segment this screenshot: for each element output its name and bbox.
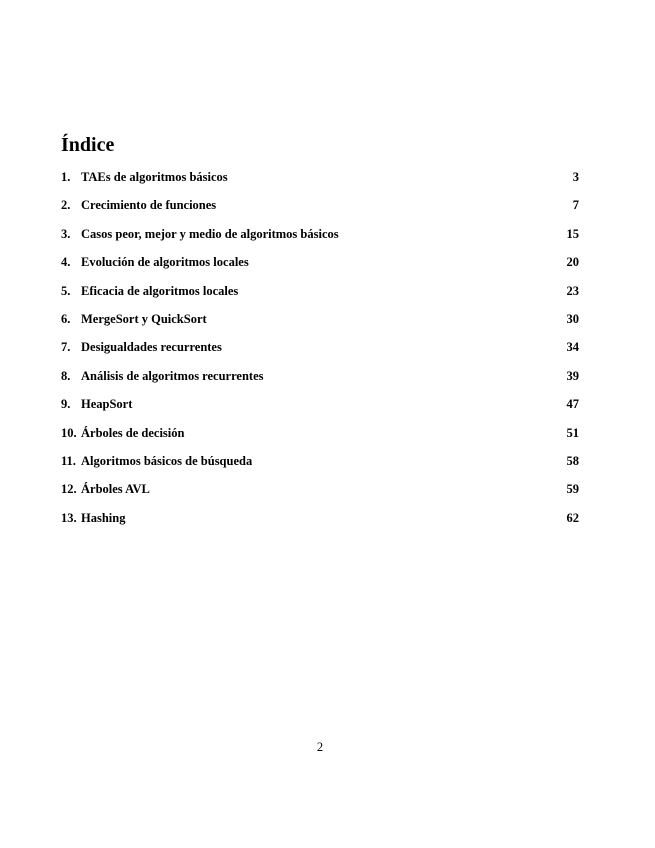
- toc-entry-page: 23: [566, 283, 579, 298]
- toc-list: [61, 168, 579, 537]
- page-number: 2: [316, 740, 324, 754]
- toc-entry-label: MergeSort y QuickSort: [81, 311, 207, 326]
- toc-entry-page: 59: [566, 482, 579, 497]
- toc-entry-number: 8.: [61, 368, 71, 383]
- toc-entry: [61, 424, 579, 452]
- toc-entry-page: 7: [572, 198, 579, 213]
- toc-entry-label: Casos peor, mejor y medio de algoritmos básicos: [81, 226, 339, 241]
- toc-entry: [61, 168, 579, 196]
- toc-entry: [61, 367, 579, 395]
- toc-entry-number: 1.: [61, 170, 71, 184]
- toc-entry-page: 58: [566, 453, 579, 468]
- toc-entry-label: Eficacia de algoritmos locales: [81, 283, 239, 298]
- toc-entry-label: Análisis de algoritmos recurrentes: [81, 368, 264, 383]
- toc-entry: [61, 196, 579, 224]
- toc-entry-page: 15: [566, 226, 579, 241]
- toc-entry-label: Hashing: [81, 510, 126, 525]
- toc-entry-number: 13.: [61, 510, 77, 525]
- toc-entry: [61, 225, 579, 253]
- toc-entry-page: 62: [566, 510, 579, 525]
- toc-entry-page: 3: [572, 170, 579, 184]
- toc-entry-label: Algoritmos básicos de búsqueda: [81, 453, 253, 468]
- toc-entry-label: Evolución de algoritmos locales: [81, 255, 249, 270]
- toc-entry-label: Árboles AVL: [81, 482, 150, 497]
- toc-entry: [61, 338, 579, 366]
- toc-entry-page: 34: [566, 340, 579, 355]
- toc-entry-page: 30: [566, 311, 579, 326]
- toc-entry-number: 4.: [61, 255, 71, 270]
- toc-entry-number: 11.: [61, 453, 76, 468]
- toc-entry: [61, 310, 579, 338]
- toc-entry-number: 9.: [61, 397, 71, 412]
- toc-entry-number: 2.: [61, 198, 71, 213]
- toc-entry: [61, 452, 579, 480]
- toc-entry-number: 7.: [61, 340, 71, 355]
- toc-entry-page: 51: [566, 425, 579, 440]
- toc-entry-label: Árboles de decisión: [81, 425, 185, 440]
- toc-entry-label: Desigualdades recurrentes: [81, 340, 222, 355]
- toc-entry-label: Crecimiento de funciones: [81, 198, 217, 213]
- toc-entry-number: 3.: [61, 226, 71, 241]
- toc-entry: [61, 282, 579, 310]
- toc-entry: [61, 253, 579, 281]
- toc-entry-label: HeapSort: [81, 397, 133, 412]
- toc-entry-page: 47: [566, 397, 579, 412]
- toc-entry-number: 12.: [61, 482, 77, 497]
- toc-entry-number: 5.: [61, 283, 71, 298]
- toc-entry: [61, 509, 579, 537]
- toc-entry-page: 20: [566, 255, 579, 270]
- toc-entry-label: TAEs de algoritmos básicos: [81, 170, 228, 184]
- toc-entry: [61, 480, 579, 508]
- toc-title: Índice: [61, 134, 115, 156]
- toc-entry-number: 10.: [61, 425, 77, 440]
- toc-entry-number: 6.: [61, 311, 71, 326]
- toc-entry-page: 39: [566, 368, 579, 383]
- toc-entry: [61, 395, 579, 423]
